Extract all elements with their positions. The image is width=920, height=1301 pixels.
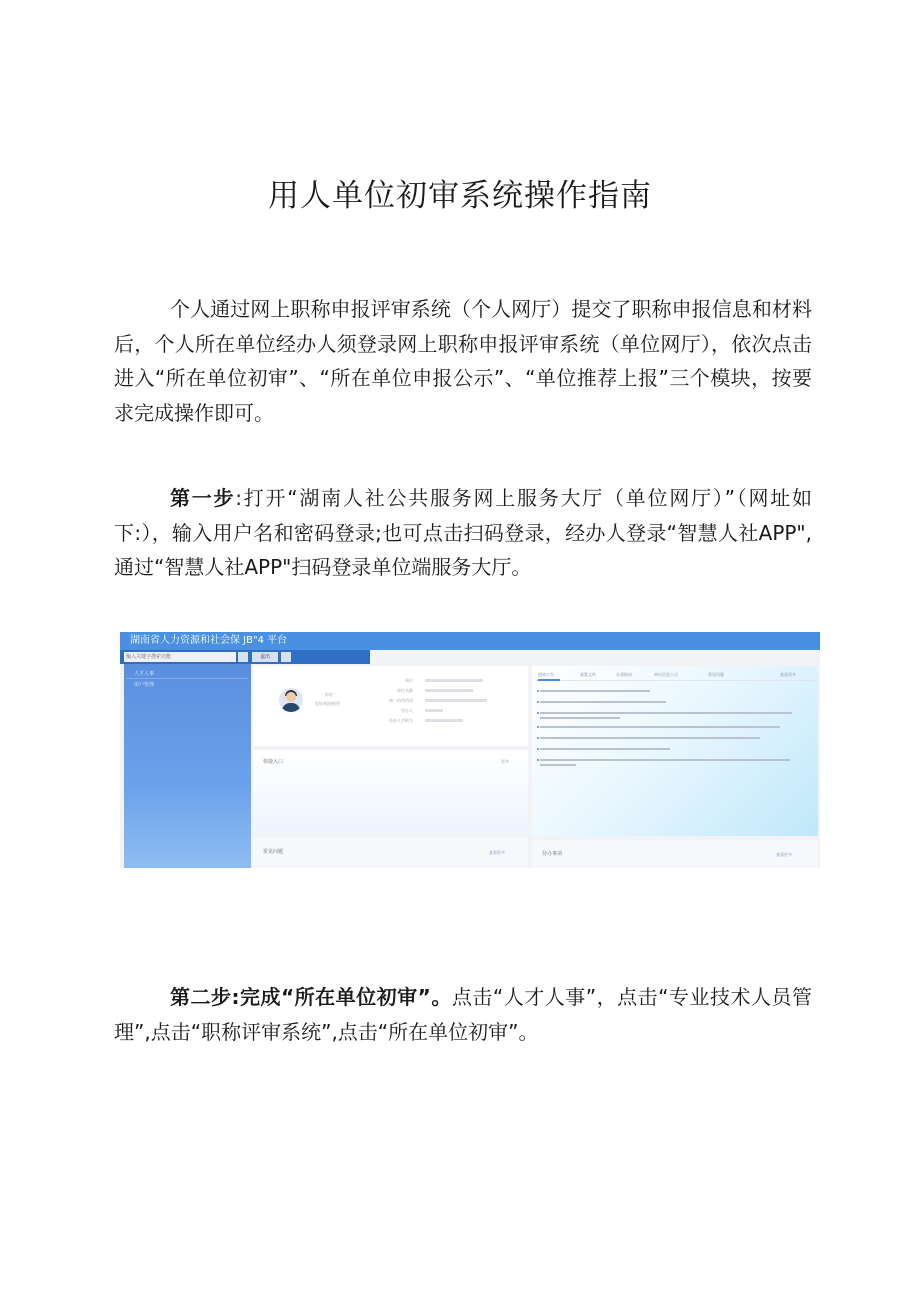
info-label-phone: 经办人手机号 (389, 718, 413, 723)
portal-header-title: 湖南省人力资源和社会保 JB"4 平台 (130, 635, 288, 646)
notice-item (540, 759, 790, 761)
notice-tab: 单位信息公示 (654, 672, 678, 677)
chevron-down-icon (281, 652, 291, 662)
notice-item (540, 690, 650, 692)
info-value (425, 679, 483, 682)
step1-label: 第一步 (170, 486, 236, 510)
notice-bullet (537, 759, 539, 761)
intro-paragraph: 个人通过网上职称申报评审系统（个人网厅）提交了职称申报信息和材料后，个人所在单位经办人须登录网上职称申报评审系统（单位网厅），依次点击进入“所在单位初审”、“所在单位申报公示”、“单位推荐上报”三个模块，按要求完成操作即可。 (114, 297, 812, 425)
sidebar-divider (126, 678, 248, 679)
faq-title: 常见问题 (263, 849, 284, 855)
portal-exit-button: 退出 (252, 652, 278, 662)
portal-search-input: 输入关键字搜索功能 (124, 652, 236, 662)
portal-screenshot (120, 632, 820, 868)
notice-tab: 通知公告 (538, 672, 554, 677)
step1-paragraph (114, 481, 812, 585)
info-label-code: 统一信用代码 (389, 698, 413, 703)
info-value (425, 719, 463, 722)
notice-item (540, 717, 620, 719)
step2-text: 点击“人才人事”，点击“专业技术人员管理”,点击“职称评审系统”,点击“所在单位初审”。 (114, 985, 812, 1044)
search-icon (238, 652, 248, 662)
faq-panel (253, 838, 528, 868)
quick-entry-title: 快捷入口 (263, 759, 284, 765)
notice-more-link: 查看更多 (780, 672, 796, 677)
notice-tab: 常见问题 (708, 672, 724, 677)
notice-item (540, 712, 792, 714)
portal-header (120, 632, 820, 650)
page-title: 用人单位初审系统操作指南 (268, 178, 652, 214)
avatar (279, 688, 303, 712)
portal-sidebar (124, 664, 251, 868)
notice-bullet (537, 701, 539, 703)
info-label-unit: 单位 (405, 678, 413, 683)
notice-bullet (537, 690, 539, 692)
notice-bullet (537, 712, 539, 714)
faq-more-link: 查看更多 (489, 850, 505, 855)
notice-item (540, 764, 576, 766)
info-label-name: 单位名称 (397, 688, 413, 693)
tab-divider (536, 680, 814, 681)
quick-entry-panel (253, 750, 528, 832)
info-note: 您好欢迎使用! (315, 701, 341, 706)
notice-tab: 办事指南 (616, 672, 632, 677)
notice-bullet (537, 726, 539, 728)
step1-text: :打开“湖南人社公共服务网上服务大厅（单位网厅）”（网址如下:），输入用户名和密码登录;也可点击扫码登录，经办人登录“智慧人社APP",通过“智慧人社APP"扫码登录单位端服务大厅。 (114, 486, 812, 579)
sidebar-item-talent: 人才人事 (134, 671, 155, 677)
step2-paragraph (114, 980, 812, 1049)
info-value (425, 699, 487, 702)
notice-bullet (537, 737, 539, 739)
notice-item (540, 737, 760, 739)
notice-item (540, 701, 666, 703)
notice-bullet (537, 748, 539, 750)
info-value (425, 689, 473, 692)
info-label-agent: 经办人 (401, 708, 413, 713)
step2-label: 第二步:完成“所在单位初审”。 (170, 985, 452, 1009)
tab-active-indicator (538, 679, 560, 681)
todo-panel (532, 840, 818, 868)
notice-panel (532, 666, 818, 836)
notice-item (540, 748, 670, 750)
user-info-panel (253, 666, 528, 746)
quick-entry-more-link: 更多 (501, 759, 509, 764)
notice-item (540, 726, 780, 728)
info-value (425, 709, 443, 712)
todo-more-link: 查看更多 (776, 852, 792, 857)
notice-tab: 政策文件 (580, 672, 596, 677)
todo-title: 待办事项 (542, 851, 563, 857)
sidebar-item-users: 用户管理 (134, 682, 155, 688)
info-greeting: 你好！ (325, 692, 337, 697)
